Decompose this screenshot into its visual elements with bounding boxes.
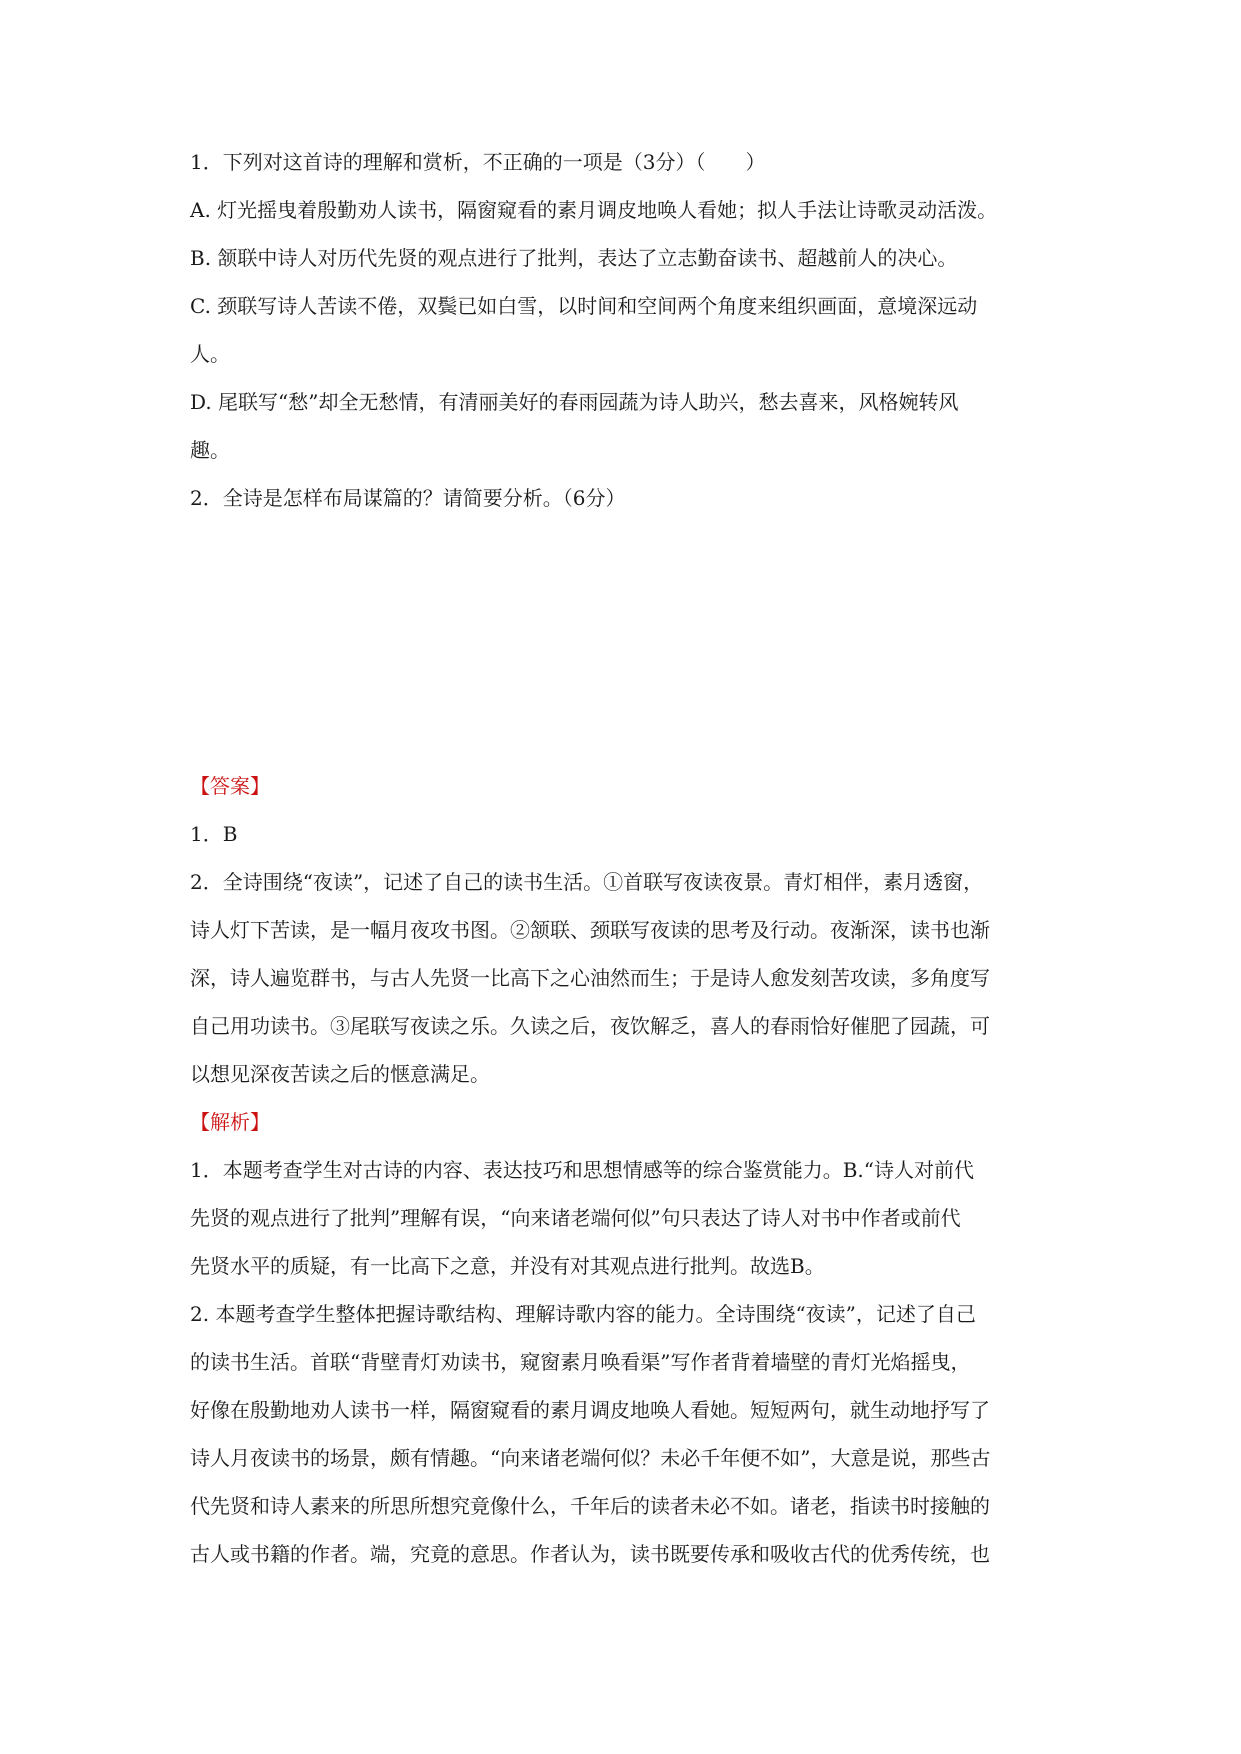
questions-section (190, 138, 1070, 522)
text-line: 先贤水平的质疑，有一比高下之意，并没有对其观点进行批判。故选B。 (190, 1254, 825, 1278)
text-line: 深，诗人遍览群书，与古人先贤一比高下之心油然而生；于是诗人愈发刻苦攻读，多角度写 (190, 966, 990, 990)
text-line: 诗人灯下苦读，是一幅月夜攻书图。②颔联、颈联写夜读的思考及行动。夜渐深，读书也渐 (190, 918, 990, 942)
text-line: 2．全诗围绕“夜读”，记述了自己的读书生活。①首联写夜读夜景。青灯相伴，素月透窗， (190, 870, 984, 894)
blank-space (190, 522, 1070, 762)
text-line: 1．本题考查学生对古诗的内容、表达技巧和思想情感等的综合鉴赏能力。B.“诗人对前代 (190, 1158, 975, 1182)
answer-2 (190, 858, 1070, 1098)
text-line: 好像在殷勤地劝人读书一样，隔窗窥看的素月调皮地唤人看她。短短两句，就生动地抒写了 (190, 1398, 990, 1422)
option-c (190, 282, 1070, 378)
option-a (190, 186, 1070, 234)
question-2-stem (190, 474, 1070, 522)
text-line: 自己用功读书。③尾联写夜读之乐。久读之后，夜饮解乏，喜人的春雨恰好催肥了园蔬，可 (190, 1014, 990, 1038)
text-line: 2．全诗是怎样布局谋篇的？请简要分析。（6分） (190, 486, 626, 510)
text-line: 以想见深夜苦读之后的惬意满足。 (190, 1062, 490, 1086)
analysis-heading: 【解析】 (190, 1110, 270, 1134)
text-line: 先贤的观点进行了批判”理解有误，“向来诸老端何似”句只表达了诗人对书中作者或前代 (190, 1206, 961, 1230)
text-line: B. 颔联中诗人对历代先贤的观点进行了批判，表达了立志勤奋读书、超越前人的决心。 (190, 246, 958, 270)
answer-heading: 【答案】 (190, 774, 270, 798)
option-b (190, 234, 1070, 282)
analysis-1 (190, 1146, 1070, 1290)
answer-section (190, 762, 1070, 1098)
analysis-section (190, 1098, 1070, 1578)
text-line: 1．B (190, 822, 238, 846)
text-line: 古人或书籍的作者。端，究竟的意思。作者认为，读书既要传承和吸收古代的优秀传统，也 (190, 1542, 990, 1566)
text-line: 代先贤和诗人素来的所思所想究竟像什么，千年后的读者未必不如。诸老，指读书时接触的 (190, 1494, 990, 1518)
document-page (190, 138, 1070, 1578)
analysis-2 (190, 1290, 1070, 1578)
text-line: 诗人月夜读书的场景，颇有情趣。“向来诸老端何似？未必千年便不如”，大意是说，那些古 (190, 1446, 991, 1470)
text-line: D. 尾联写“愁”却全无愁情，有清丽美好的春雨园蔬为诗人助兴，愁去喜来，风格婉转风 (190, 390, 959, 414)
option-d (190, 378, 1070, 474)
text-line: 的读书生活。首联“背壁青灯劝读书，窥窗素月唤看渠”写作者背着墙壁的青灯光焰摇曳， (190, 1350, 971, 1374)
answer-1 (190, 810, 1070, 858)
text-line: 趣。 (190, 438, 230, 462)
text-line: C. 颈联写诗人苦读不倦，双鬓已如白雪，以时间和空间两个角度来组织画面，意境深远动 (190, 294, 978, 318)
text-line: 1．下列对这首诗的理解和赏析，不正确的一项是（3分）（ ） (190, 150, 766, 174)
text-line: 人。 (190, 342, 230, 366)
text-line: A. 灯光摇曳着殷勤劝人读书，隔窗窥看的素月调皮地唤人看她；拟人手法让诗歌灵动活泼。 (190, 198, 998, 222)
text-line: 2. 本题考查学生整体把握诗歌结构、理解诗歌内容的能力。全诗围绕“夜读”，记述了自己 (190, 1302, 976, 1326)
question-1-stem (190, 138, 1070, 186)
